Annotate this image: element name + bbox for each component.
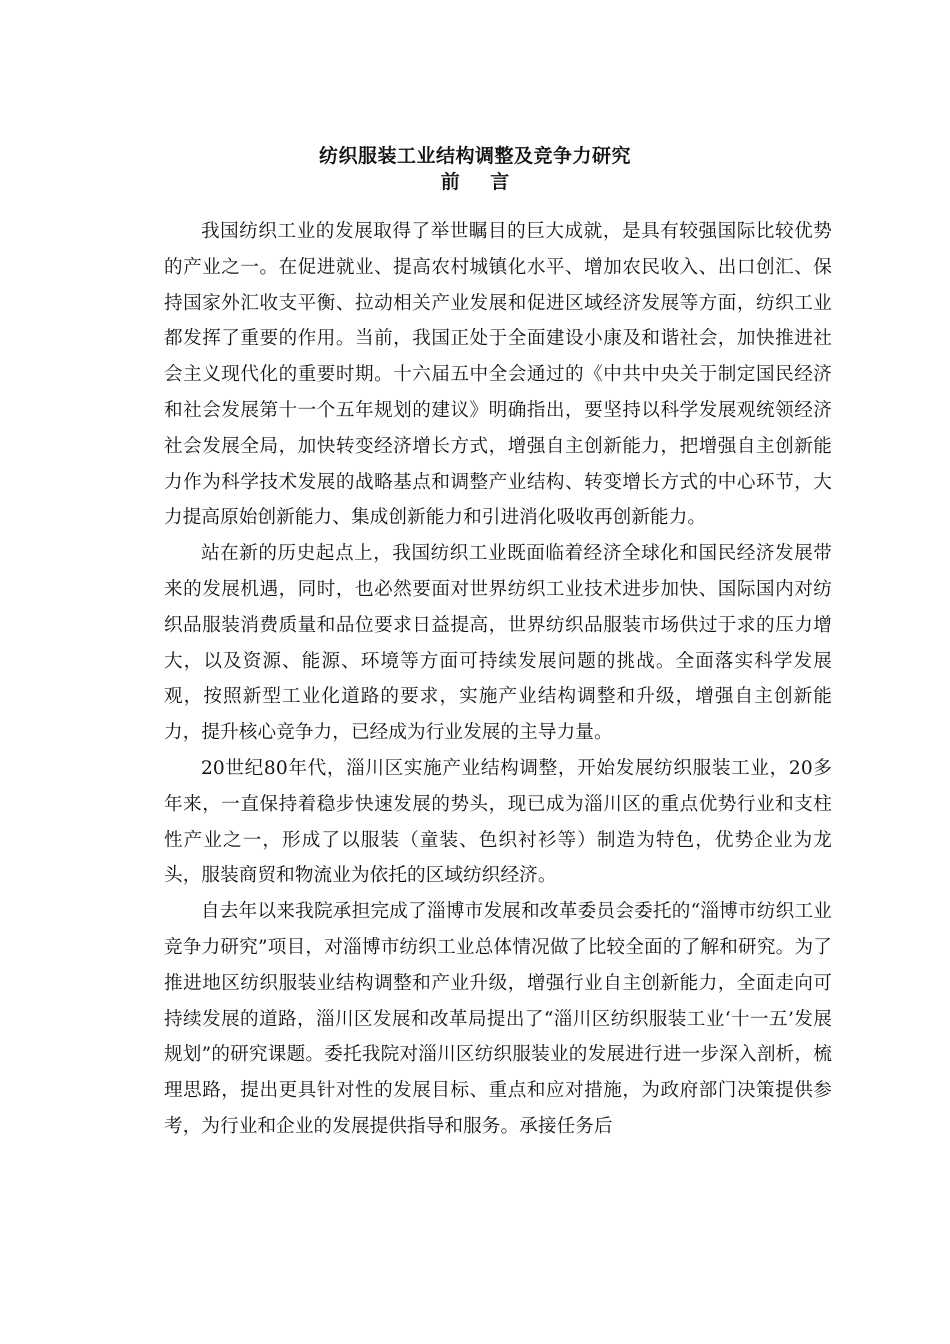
paragraph-1: 我国纺织工业的发展取得了举世瞩目的巨大成就，是具有较强国际比较优势的产业之一。在促进就业、提高农村城镇化水平、增加农民收入、出口创汇、保持国家外汇收支平衡、拉动相关产业发展和促进区域经济发展等方面，纺织工业都发挥了重要的作用。当前，我国正处于全面建设小康及和谐社会，加快推进社会主义现代化的重要时期。十六届五中全会通过的《中共中央关于制定国民经济和社会发展第十一个五年规划的建议》明确指出，要坚持以科学发展观统领经济社会发展全局，加快转变经济增长方式，增强自主创新能力，把增强自主创新能力作为科学技术发展的战略基点和调整产业结构、转变增长方式的中心环节，大力提高原始创新能力、集成创新能力和引进消化吸收再创新能力。	[164, 221, 832, 529]
paragraph-2: 站在新的历史起点上，我国纺织工业既面临着经济全球化和国民经济发展带来的发展机遇，同时，也必然要面对世界纺织工业技术进步加快、国际国内对纺织品服装消费质量和品位要求日益提高，世界纺织品服装市场供过于求的压力增大，以及资源、能源、环境等方面可持续发展问题的挑战。全面落实科学发展观，按照新型工业化道路的要求，实施产业结构调整和升级，增强自主创新能力，提升核心竞争力，已经成为行业发展的主导力量。	[164, 543, 832, 744]
document-body	[164, 214, 832, 1145]
paragraph-3: 20世纪80年代，淄川区实施产业结构调整，开始发展纺织服装工业，20多年来，一直保持着稳步快速发展的势头，现已成为淄川区的重点优势行业和支柱性产业之一，形成了以服装（童装、色织衬衫等）制造为特色，优势企业为龙头，服装商贸和物流业为依托的区域纺织经济。	[164, 757, 832, 887]
title-block	[0, 143, 950, 195]
document-subtitle: 前 言	[440, 171, 522, 193]
paragraph-4: 自去年以来我院承担完成了淄博市发展和改革委员会委托的“淄博市纺织工业竞争力研究”项目，对淄博市纺织工业总体情况做了比较全面的了解和研究。为了推进地区纺织服装业结构调整和产业升级，增强行业自主创新能力，全面走向可持续发展的道路，淄川区发展和改革局提出了“淄川区纺织服装工业‘十一五’发展规划”的研究课题。委托我院对淄川区纺织服装业的发展进行进一步深入剖析，梳理思路，提出更具针对性的发展目标、重点和应对措施，为政府部门决策提供参考，为行业和企业的发展提供指导和服务。承接任务后	[164, 901, 832, 1137]
document-title: 纺织服装工业结构调整及竞争力研究	[318, 145, 631, 167]
